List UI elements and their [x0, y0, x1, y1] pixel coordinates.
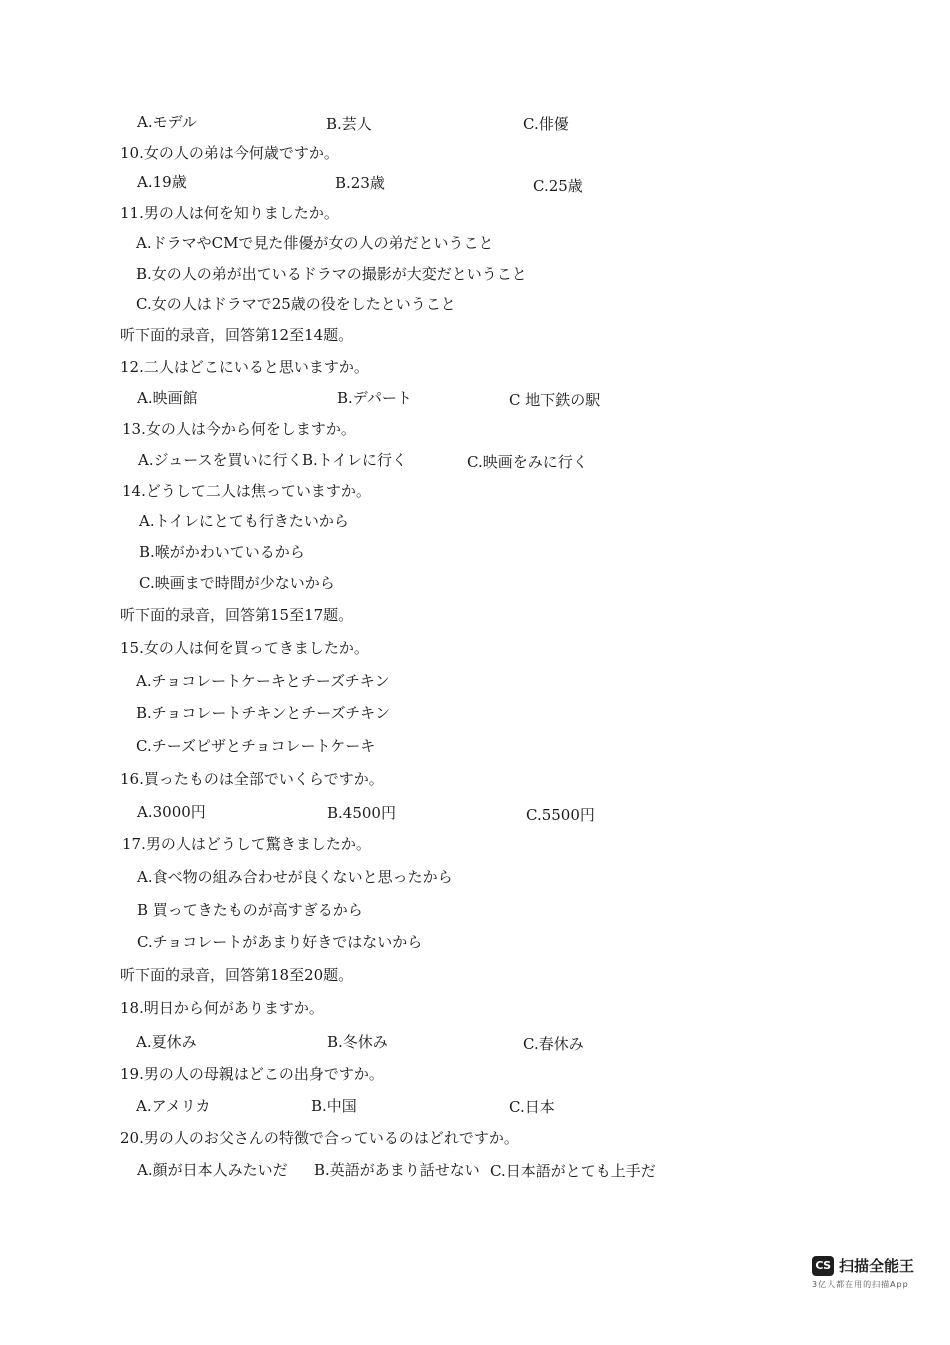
q9-option-a: A.モデル	[137, 113, 197, 131]
q13-option-a: A.ジュースを買いに行く	[138, 451, 303, 469]
q14-option-b: B.喉がかわいているから	[139, 543, 305, 561]
q20-option-c: C.日本語がとても上手だ	[490, 1162, 656, 1180]
question-11: 11.男の人は何を知りましたか。	[120, 204, 339, 222]
section-instruction-15-17: 听下面的录音，回答第15至17题。	[120, 606, 354, 624]
q15-option-b: B.チョコレートチキンとチーズチキン	[136, 704, 390, 722]
q20-option-a: A.顔が日本人みたいだ	[137, 1161, 288, 1179]
q13-option-b: B.トイレに行く	[302, 451, 408, 469]
q15-option-c: C.チーズピザとチョコレートケーキ	[136, 737, 376, 755]
q16-option-a: A.3000円	[137, 803, 206, 821]
q19-option-a: A.アメリカ	[136, 1097, 211, 1115]
q17-option-b: B 買ってきたものが高すぎるから	[137, 901, 363, 919]
question-15: 15.女の人は何を買ってきましたか。	[120, 639, 369, 657]
q18-option-a: A.夏休み	[136, 1033, 197, 1051]
q18-option-b: B.冬休み	[327, 1033, 388, 1051]
q17-option-a: A.食べ物の組み合わせが良くないと思ったから	[137, 868, 453, 886]
q13-option-c: C.映画をみに行く	[467, 453, 588, 471]
question-14: 14.どうして二人は焦っていますか。	[122, 482, 371, 500]
q12-option-a: A.映画館	[137, 389, 198, 407]
q14-option-c: C.映画まで時間が少ないから	[139, 574, 335, 592]
q16-option-c: C.5500円	[526, 806, 595, 824]
section-instruction-18-20: 听下面的录音，回答第18至20题。	[120, 966, 354, 984]
q16-option-b: B.4500円	[327, 804, 396, 822]
section-instruction-12-14: 听下面的录音，回答第12至14题。	[120, 326, 354, 344]
q11-option-a: A.ドラマやCMで見た俳優が女の人の弟だということ	[136, 234, 494, 252]
question-10: 10.女の人の弟は今何歳ですか。	[120, 144, 339, 162]
q19-option-c: C.日本	[509, 1098, 555, 1116]
question-12: 12.二人はどこにいると思いますか。	[120, 358, 369, 376]
q11-option-b: B.女の人の弟が出ているドラマの撮影が大変だということ	[136, 265, 527, 283]
question-19: 19.男の人の母親はどこの出身ですか。	[120, 1065, 384, 1083]
question-18: 18.明日から何がありますか。	[120, 999, 324, 1017]
q18-option-c: C.春休み	[523, 1035, 584, 1053]
q20-option-b: B.英語があまり話せない	[314, 1161, 480, 1179]
q17-option-c: C.チョコレートがあまり好きではないから	[137, 933, 423, 951]
q19-option-b: B.中国	[311, 1097, 357, 1115]
question-13: 13.女の人は今から何をしますか。	[122, 420, 356, 438]
question-16: 16.買ったものは全部でいくらですか。	[120, 770, 384, 788]
q14-option-a: A.トイレにとても行きたいから	[139, 512, 349, 530]
watermark-title: 扫描全能王	[839, 1257, 915, 1275]
q11-option-c: C.女の人はドラマで25歳の役をしたということ	[136, 295, 456, 313]
scanner-watermark	[812, 1255, 932, 1290]
q10-option-b: B.23歳	[335, 174, 385, 192]
q10-option-c: C.25歳	[533, 177, 583, 195]
q12-option-b: B.デパート	[337, 389, 412, 407]
watermark-subtitle: 3亿人都在用的扫描App	[812, 1280, 909, 1289]
q9-option-b: B.芸人	[326, 115, 372, 133]
q15-option-a: A.チョコレートケーキとチーズチキン	[136, 672, 390, 690]
question-17: 17.男の人はどうして驚きましたか。	[122, 835, 371, 853]
q9-option-c: C.俳優	[523, 115, 569, 133]
q12-option-c: C 地下鉄の駅	[509, 391, 601, 409]
camscanner-logo-icon: CS	[812, 1256, 834, 1276]
q10-option-a: A.19歳	[137, 173, 187, 191]
question-20: 20.男の人のお父さんの特徴で合っているのはどれですか。	[120, 1129, 519, 1147]
